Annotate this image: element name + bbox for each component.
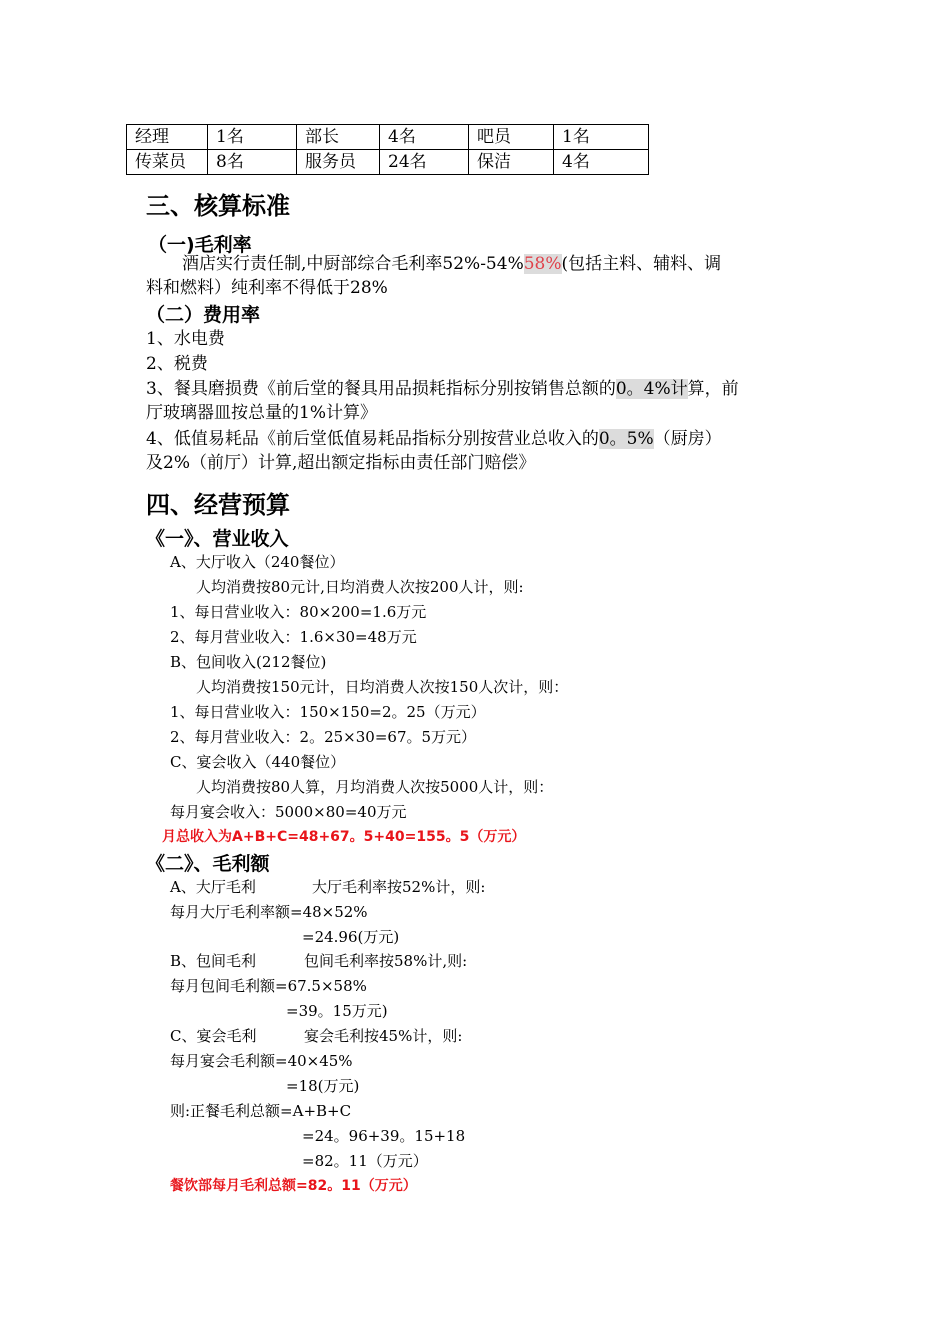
revenue-c-title: C、宴会收入（440餐位） xyxy=(170,753,346,771)
staff-table xyxy=(126,124,649,175)
profit-b-desc: 包间毛利率按58%计,则: xyxy=(304,952,468,970)
revenue-a-title: A、大厅收入（240餐位） xyxy=(170,553,345,571)
highlight-text: 0。4%计 xyxy=(615,379,688,399)
list-item-cont: 及2%（前厅）计算,超出额定指标由责任部门赔偿》 xyxy=(146,453,536,473)
highlight-text: 58% xyxy=(523,254,562,274)
paragraph-gross-margin-cont: 料和燃料）纯利率不得低于28% xyxy=(146,278,388,298)
profit-c-result: =18(万元) xyxy=(286,1077,360,1095)
table-row xyxy=(127,125,649,150)
table-cell: 经理 xyxy=(127,125,208,150)
revenue-b-monthly: 2、每月营业收入：2。25×30=67。5万元） xyxy=(170,728,477,746)
profit-a-title: A、大厅毛利 xyxy=(170,878,256,896)
table-cell: 吧员 xyxy=(469,125,554,150)
table-cell: 4名 xyxy=(380,125,469,150)
text-run: 3、餐具磨损费《前后堂的餐具用品损耗指标分别按销售总额的 xyxy=(146,379,616,399)
profit-sum-formula: 则:正餐毛利总额=A+B+C xyxy=(170,1102,352,1120)
list-item xyxy=(146,377,739,401)
subsection-expense-rate: （二）费用率 xyxy=(146,304,261,326)
highlight-text: 0。5% xyxy=(598,429,654,449)
profit-b-title: B、包间毛利 xyxy=(170,952,257,970)
table-cell: 24名 xyxy=(380,150,469,175)
text-run: 4、低值易耗品《前后堂低值易耗品指标分别按营业总收入的 xyxy=(146,429,599,449)
profit-b-result: =39。15万元) xyxy=(286,1002,388,1020)
text-run: 算，前 xyxy=(687,379,739,399)
revenue-c-desc: 人均消费按80人算，月均消费人次按5000人计，则： xyxy=(196,778,554,796)
revenue-b-title: B、包间收入(212餐位) xyxy=(170,653,327,671)
table-cell: 传菜员 xyxy=(127,150,208,175)
profit-a-desc: 大厅毛利率按52%计，则: xyxy=(312,878,486,896)
list-item xyxy=(146,427,722,451)
paragraph-gross-margin xyxy=(182,252,721,276)
section-title-budget: 四、经营预算 xyxy=(146,491,290,519)
text-run: (包括主料、辅料、调 xyxy=(561,254,722,274)
table-cell: 部长 xyxy=(297,125,380,150)
revenue-a-daily: 1、每日营业收入：80×200=1.6万元 xyxy=(170,603,427,621)
list-item: 1、水电费 xyxy=(146,329,225,349)
subsection-gross-profit: 《二》、毛利额 xyxy=(146,853,270,875)
profit-b-formula: 每月包间毛利额=67.5×58% xyxy=(170,977,367,995)
list-item: 2、税费 xyxy=(146,354,208,374)
profit-a-result: =24.96(万元) xyxy=(302,928,400,946)
table-cell: 4名 xyxy=(554,150,649,175)
profit-c-formula: 每月宴会毛利额=40×45% xyxy=(170,1052,353,1070)
list-item-cont: 厅玻璃器皿按总量的1%计算》 xyxy=(146,403,377,423)
revenue-total: 月总收入为A+B+C=48+67。5+40=155。5（万元） xyxy=(162,829,526,845)
table-cell: 1名 xyxy=(208,125,297,150)
revenue-b-daily: 1、每日营业收入：150×150=2。25（万元） xyxy=(170,703,486,721)
revenue-b-desc: 人均消费按150元计，日均消费人次按150人次计，则： xyxy=(196,678,569,696)
text-run: （厨房） xyxy=(653,429,722,449)
section-title-accounting: 三、核算标准 xyxy=(146,192,290,220)
table-cell: 服务员 xyxy=(297,150,380,175)
profit-sum-result: =82。11（万元） xyxy=(302,1152,428,1170)
profit-sum-values: =24。96+39。15+18 xyxy=(302,1127,466,1145)
subsection-revenue: 《一》、营业收入 xyxy=(146,528,289,550)
profit-a-formula: 每月大厅毛利率额=48×52% xyxy=(170,903,368,921)
revenue-c-monthly: 每月宴会收入：5000×80=40万元 xyxy=(170,803,407,821)
subsection-gross-margin: （一)毛利率 xyxy=(148,234,252,256)
revenue-a-monthly: 2、每月营业收入：1.6×30=48万元 xyxy=(170,628,417,646)
table-row xyxy=(127,150,649,175)
profit-c-desc: 宴会毛利按45%计，则: xyxy=(304,1027,463,1045)
table-cell: 保洁 xyxy=(469,150,554,175)
revenue-a-desc: 人均消费按80元计,日均消费人次按200人计，则: xyxy=(196,578,524,596)
table-cell: 1名 xyxy=(554,125,649,150)
profit-c-title: C、宴会毛利 xyxy=(170,1027,257,1045)
text-run: 酒店实行责任制,中厨部综合毛利率52%-54% xyxy=(182,254,524,274)
profit-total: 餐饮部每月毛利总额=82。11（万元） xyxy=(170,1178,417,1194)
table-cell: 8名 xyxy=(208,150,297,175)
